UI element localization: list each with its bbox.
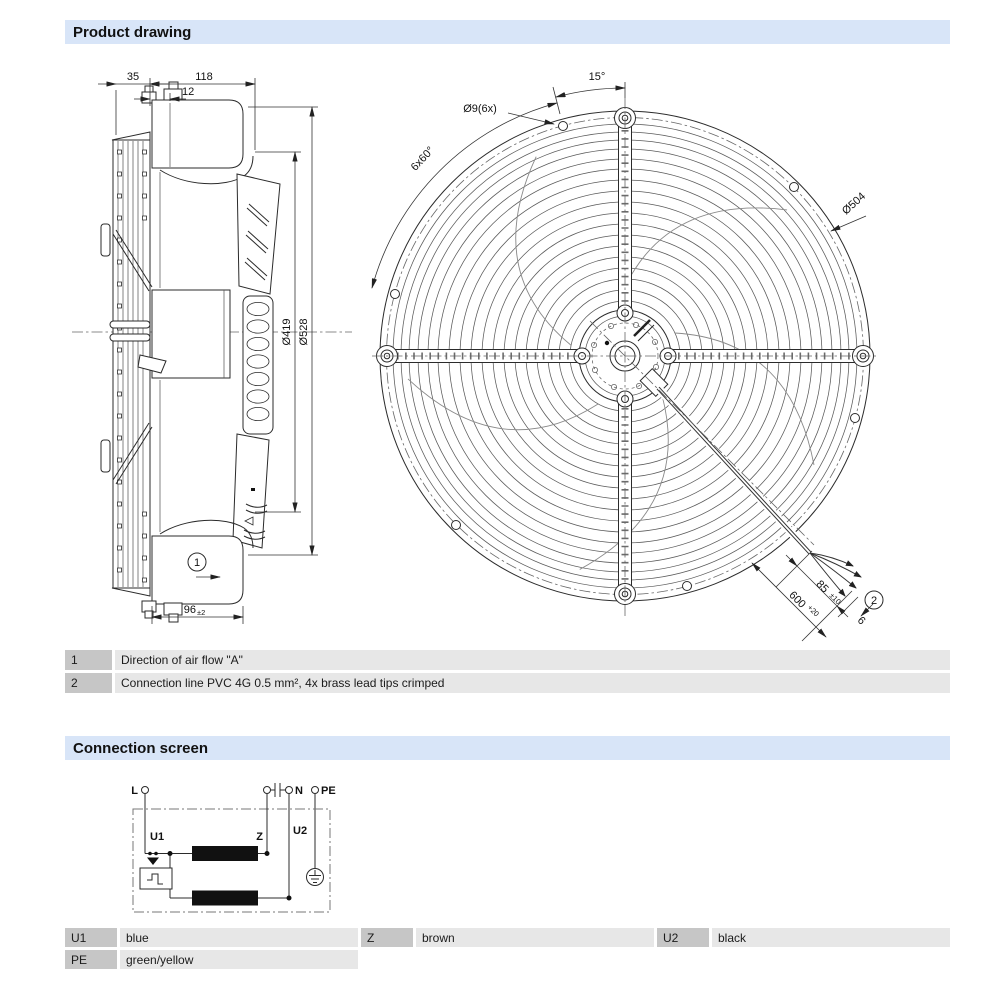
dim-6-label: 6 <box>854 614 868 628</box>
node-U2-label: U2 <box>293 825 308 837</box>
winding-aux <box>170 854 289 906</box>
node-U1-label: U1 <box>150 831 165 843</box>
callout-2-label: 2 <box>870 595 878 607</box>
dim-600-tol-label: +20 <box>805 603 821 619</box>
terminal-PE <box>307 785 336 886</box>
connection-diagram <box>65 762 950 922</box>
top-mounting-bracket <box>142 82 253 184</box>
impeller-upper-blade <box>237 174 280 294</box>
wirecolor-value-U2: black <box>712 928 950 947</box>
dim-85-tol-label: ±10 <box>827 591 843 607</box>
table-row <box>65 928 950 947</box>
table-row <box>65 650 950 670</box>
dim-96-tol-label: ±2 <box>197 608 206 617</box>
dim-504-label: Ø504 <box>839 190 869 218</box>
connection-screen-header <box>65 736 950 760</box>
terminal-N <box>286 785 304 898</box>
connection-screen-title: Connection screen <box>73 739 209 757</box>
wirecolor-key-Z: Z <box>361 928 413 947</box>
dim-6x60-label: 6x60° <box>408 144 437 174</box>
motor-housing <box>138 172 230 532</box>
dim-12-label: 12 <box>182 86 195 98</box>
winding-main <box>145 794 267 862</box>
wirecolor-value-U1: blue <box>120 928 358 947</box>
front-view-drawing <box>372 71 883 641</box>
node-Z-label: Z <box>256 831 263 843</box>
dim-419-label: Ø419 <box>281 318 293 346</box>
earth-ground-icon <box>307 869 324 886</box>
thermal-protector <box>140 858 172 890</box>
wire-color-table <box>65 928 950 972</box>
legend-table <box>65 650 950 696</box>
cable-callout <box>865 591 883 609</box>
product-drawing-title: Product drawing <box>73 23 192 41</box>
dim-528-label: Ø528 <box>298 318 310 346</box>
dim-hole-label: Ø9(6x) <box>463 103 497 115</box>
connection-cable <box>640 369 861 596</box>
table-row <box>65 673 950 693</box>
terminal-N-label: N <box>295 785 303 797</box>
legend-key-2: 2 <box>65 673 112 693</box>
wirecolor-key-U2: U2 <box>657 928 709 947</box>
wirecolor-key-PE: PE <box>65 950 117 969</box>
terminal-L-label: L <box>131 785 138 797</box>
terminal-PE-label: PE <box>321 785 336 797</box>
dim-96-label: 96 <box>183 604 196 616</box>
dim-85-label: 85 <box>813 578 831 596</box>
terminal-L <box>131 785 148 854</box>
table-row <box>65 950 950 969</box>
wirecolor-value-Z: brown <box>416 928 654 947</box>
product-drawing-header <box>65 20 950 44</box>
legend-text-1: Direction of air flow "A" <box>115 650 950 670</box>
legend-text-2: Connection line PVC 4G 0.5 mm², 4x brass lead tips crimped <box>115 673 950 693</box>
side-view-drawing <box>72 71 352 624</box>
dim-35-label: 35 <box>126 71 140 83</box>
wirecolor-key-U1: U1 <box>65 928 117 947</box>
callout-1-label: 1 <box>193 557 201 569</box>
dim-600-label: 600 <box>786 589 808 611</box>
impeller-lower-blade <box>233 434 269 548</box>
wirecolor-value-PE: green/yellow <box>120 950 358 969</box>
product-drawing <box>65 46 950 648</box>
impeller-hub <box>243 296 273 434</box>
legend-key-1: 1 <box>65 650 112 670</box>
dim-118-label: 118 <box>195 71 213 83</box>
dim-15deg-label: 15° <box>588 71 606 83</box>
